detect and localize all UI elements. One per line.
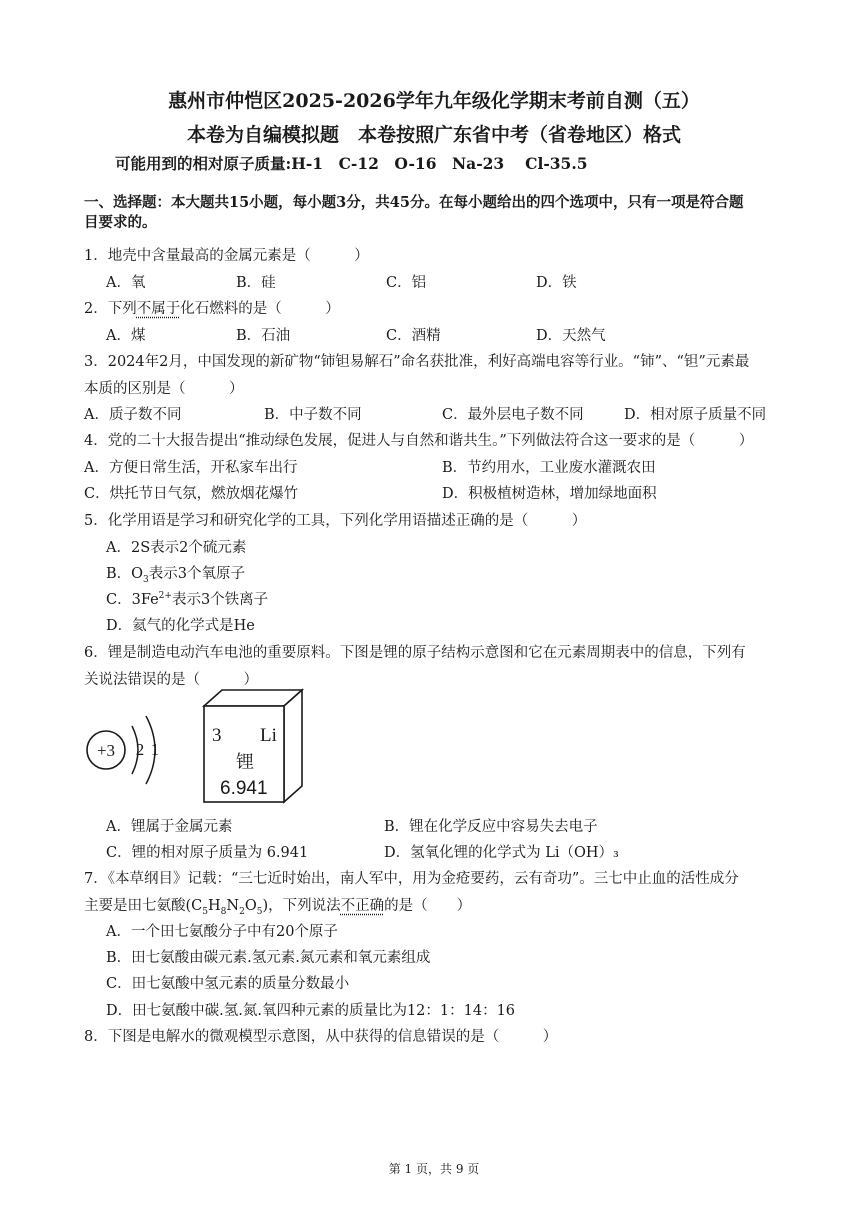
q7-line2-mid: )，下列说法 <box>262 898 341 914</box>
q6-option-b: B．锂在化学反应中容易失去电子 <box>384 819 598 835</box>
page-number-footer: 第 1 页，共 9 页 <box>388 1162 480 1176</box>
q7-formula-c-count: 5 <box>202 906 208 917</box>
q2-option-d: D．天然气 <box>536 328 606 344</box>
q4-option-d: D．积极植树造林，增加绿地面积 <box>442 486 657 502</box>
q2-option-a: A．煤 <box>106 328 146 344</box>
q5-option-c <box>106 588 268 609</box>
question-5-stem: 5．化学用语是学习和研究化学的工具，下列化学用语描述正确的是（ ） <box>84 513 587 529</box>
q7-option-a: A．一个田七氨酸分子中有20个原子 <box>106 924 338 940</box>
q4-option-a: A．方便日常生活，开私家车出行 <box>84 460 298 476</box>
q7-formula-o-count: 5 <box>256 906 263 917</box>
q5-c-superscript: 2+ <box>158 591 172 602</box>
q3-option-d: D．相对原子质量不同 <box>624 407 767 423</box>
element-symbol: Li <box>260 725 277 746</box>
q3-option-a: A．质子数不同 <box>84 407 182 423</box>
q7-formula-h: H <box>208 898 221 914</box>
q6-option-d: D．氢氧化锂的化学式为 Li（OH）₃ <box>384 845 619 861</box>
q7-option-d: D．田七氨酸中碳.氢.氮.氧四种元素的质量比为12：1：14：16 <box>106 1003 516 1019</box>
exam-subtitle: 本卷为自编模拟题 本卷按照广东省中考（省卷地区）格式 <box>186 124 681 146</box>
q7-option-c: C．田七氨酸中氢元素的质量分数最小 <box>106 976 350 992</box>
q5-c-pre: C．3Fe <box>106 592 159 608</box>
q1-option-b: B．硅 <box>236 275 276 291</box>
atomic-masses: 可能用到的相对原子质量:H-1 C-12 O-16 Na-23 Cl-35.5 <box>115 154 588 173</box>
atom-nucleus-charge: +3 <box>96 741 116 760</box>
element-atomic-number: 3 <box>212 725 222 746</box>
element-name: 锂 <box>236 752 254 773</box>
q6-option-c: C．锂的相对原子质量为 6.941 <box>106 845 309 861</box>
q3-option-c: C．最外层电子数不同 <box>442 407 584 423</box>
q2-stem-post: 化石燃料的是（ ） <box>180 301 340 317</box>
q7-formula-n: N <box>226 898 240 914</box>
q4-option-b: B．节约用水，工业废水灌溉农田 <box>442 460 656 476</box>
question-8-stem: 8．下图是电解水的微观模型示意图，从中获得的信息错误的是（ ） <box>84 1029 558 1045</box>
question-7-line1: 7．《本草纲目》记载：“三七近时始出，南人军中，用为金疮要药，云有奇功”。三七中止血的活性成分 <box>84 871 739 887</box>
q7-formula-h-count: 8 <box>220 906 227 917</box>
q1-option-a: A．氧 <box>106 275 146 291</box>
question-1-stem: 1．地壳中含量最高的金属元素是（ ） <box>84 248 369 264</box>
section-heading-line2: 目要求的。 <box>84 214 157 231</box>
q7-line2-emphasis: 不正确 <box>340 898 385 914</box>
q7-formula-o: O <box>244 898 257 914</box>
section-heading-line1: 一、选择题：本大题共15小题，每小题3分，共45分。在每小题给出的四个选项中，只有一项是符合题 <box>84 194 744 211</box>
q7-formula-n-count: 2 <box>239 906 245 917</box>
element-relative-mass: 6.941 <box>220 778 268 799</box>
q7-option-b: B．田七氨酸由碳元素.氢元素.氮元素和氧元素组成 <box>106 950 431 966</box>
question-3-line2: 本质的区别是（ ） <box>84 381 244 397</box>
q5-option-a: A．2S表示2个硫元素 <box>106 540 247 556</box>
q7-line2-pre: 主要是田七氨酸(C <box>84 898 203 914</box>
q5-b-subscript: 3 <box>143 574 149 585</box>
question-6-line1: 6．锂是制造电动汽车电池的重要原料。下图是锂的原子结构示意图和它在元素周期表中的信息，下列有 <box>84 645 746 661</box>
question-6-line2: 关说法错误的是（ ） <box>84 672 258 688</box>
electron-shell-2-count: 1 <box>150 740 160 759</box>
question-4-stem: 4．党的二十大报告提出“推动绿色发展，促进人与自然和谐共生。”下列做法符合这一要求的是（ ） <box>84 433 754 449</box>
q4-option-c: C．烘托节日气氛，燃放烟花爆竹 <box>84 486 299 502</box>
periodic-table-cell <box>196 686 308 810</box>
q5-option-d: D．氦气的化学式是He <box>106 618 255 634</box>
q2-stem-pre: 2．下列 <box>84 301 137 317</box>
q2-stem-emphasis: 不属于 <box>136 301 181 317</box>
q1-option-c: C．铝 <box>386 275 427 291</box>
q7-line2-post: 的是（ ） <box>384 898 472 914</box>
q2-option-c: C．酒精 <box>386 328 441 344</box>
q3-option-b: B．中子数不同 <box>264 407 362 423</box>
question-3-line1: 3．2024年2月，中国发现的新矿物“铈钽易解石”命名获批准，利好高端电容等行业。“铈”、“钽”元素最 <box>84 354 750 370</box>
q5-c-post: 表示3个铁离子 <box>171 592 269 608</box>
question-7-line2 <box>84 894 471 917</box>
question-2-stem <box>84 297 340 318</box>
q6-option-a: A．锂属于金属元素 <box>106 819 233 835</box>
q5-b-pre: B．O <box>106 566 144 582</box>
q1-option-d: D．铁 <box>536 275 577 291</box>
cell-side-face <box>284 690 302 802</box>
lithium-atom-structure-diagram <box>80 704 180 804</box>
q5-b-post: 表示3个氧原子 <box>148 566 246 582</box>
exam-title: 惠州市仲恺区2025-2026学年九年级化学期末考前自测（五） <box>168 90 700 112</box>
q5-option-b <box>106 562 245 585</box>
electron-shell-1-count: 2 <box>135 740 145 759</box>
q2-option-b: B．石油 <box>236 328 291 344</box>
